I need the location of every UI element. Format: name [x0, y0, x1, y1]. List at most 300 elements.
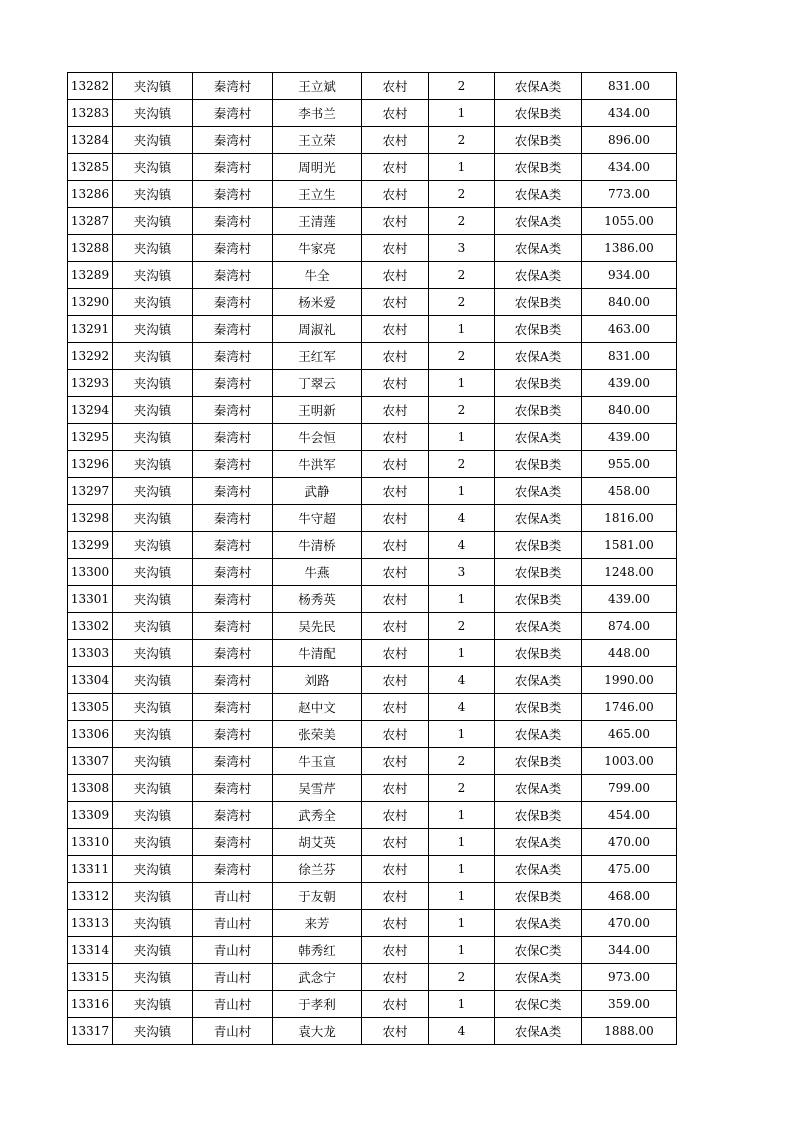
village-cell: 青山村	[193, 937, 273, 964]
member-count-cell: 2	[429, 208, 495, 235]
table-row	[68, 937, 677, 964]
town-cell: 夹沟镇	[113, 532, 193, 559]
village-cell: 秦湾村	[193, 505, 273, 532]
household-type-cell: 农村	[362, 289, 429, 316]
amount-cell: 439.00	[582, 586, 677, 613]
name-cell: 王立荣	[273, 127, 362, 154]
category-cell: 农保B类	[495, 370, 582, 397]
town-cell: 夹沟镇	[113, 748, 193, 775]
amount-cell: 831.00	[582, 73, 677, 100]
table-row	[68, 343, 677, 370]
village-cell: 秦湾村	[193, 73, 273, 100]
serial-number-cell: 13291	[68, 316, 113, 343]
member-count-cell: 1	[429, 937, 495, 964]
name-cell: 牛清桥	[273, 532, 362, 559]
town-cell: 夹沟镇	[113, 559, 193, 586]
village-cell: 秦湾村	[193, 559, 273, 586]
household-type-cell: 农村	[362, 640, 429, 667]
town-cell: 夹沟镇	[113, 289, 193, 316]
category-cell: 农保A类	[495, 73, 582, 100]
serial-number-cell: 13306	[68, 721, 113, 748]
category-cell: 农保B类	[495, 451, 582, 478]
category-cell: 农保B类	[495, 748, 582, 775]
member-count-cell: 2	[429, 127, 495, 154]
roster-body	[68, 73, 677, 1045]
serial-number-cell: 13301	[68, 586, 113, 613]
serial-number-cell: 13283	[68, 100, 113, 127]
household-type-cell: 农村	[362, 343, 429, 370]
village-cell: 秦湾村	[193, 667, 273, 694]
serial-number-cell: 13298	[68, 505, 113, 532]
amount-cell: 465.00	[582, 721, 677, 748]
town-cell: 夹沟镇	[113, 667, 193, 694]
serial-number-cell: 13287	[68, 208, 113, 235]
name-cell: 赵中文	[273, 694, 362, 721]
member-count-cell: 2	[429, 262, 495, 289]
table-row	[68, 694, 677, 721]
name-cell: 徐兰芬	[273, 856, 362, 883]
serial-number-cell: 13316	[68, 991, 113, 1018]
table-row	[68, 208, 677, 235]
town-cell: 夹沟镇	[113, 262, 193, 289]
amount-cell: 831.00	[582, 343, 677, 370]
town-cell: 夹沟镇	[113, 991, 193, 1018]
category-cell: 农保A类	[495, 775, 582, 802]
village-cell: 秦湾村	[193, 640, 273, 667]
category-cell: 农保B类	[495, 316, 582, 343]
household-type-cell: 农村	[362, 1018, 429, 1045]
name-cell: 吴雪芹	[273, 775, 362, 802]
household-type-cell: 农村	[362, 397, 429, 424]
serial-number-cell: 13311	[68, 856, 113, 883]
category-cell: 农保B类	[495, 397, 582, 424]
member-count-cell: 1	[429, 586, 495, 613]
table-row	[68, 424, 677, 451]
amount-cell: 1003.00	[582, 748, 677, 775]
village-cell: 秦湾村	[193, 586, 273, 613]
category-cell: 农保B类	[495, 154, 582, 181]
town-cell: 夹沟镇	[113, 829, 193, 856]
name-cell: 牛清配	[273, 640, 362, 667]
serial-number-cell: 13302	[68, 613, 113, 640]
table-row	[68, 910, 677, 937]
name-cell: 王立斌	[273, 73, 362, 100]
serial-number-cell: 13317	[68, 1018, 113, 1045]
village-cell: 秦湾村	[193, 289, 273, 316]
category-cell: 农保A类	[495, 856, 582, 883]
serial-number-cell: 13285	[68, 154, 113, 181]
category-cell: 农保A类	[495, 667, 582, 694]
name-cell: 王明新	[273, 397, 362, 424]
village-cell: 青山村	[193, 1018, 273, 1045]
town-cell: 夹沟镇	[113, 1018, 193, 1045]
village-cell: 秦湾村	[193, 100, 273, 127]
serial-number-cell: 13282	[68, 73, 113, 100]
serial-number-cell: 13286	[68, 181, 113, 208]
category-cell: 农保B类	[495, 883, 582, 910]
household-type-cell: 农村	[362, 721, 429, 748]
amount-cell: 799.00	[582, 775, 677, 802]
household-type-cell: 农村	[362, 181, 429, 208]
village-cell: 秦湾村	[193, 208, 273, 235]
amount-cell: 973.00	[582, 964, 677, 991]
town-cell: 夹沟镇	[113, 964, 193, 991]
table-row	[68, 856, 677, 883]
household-type-cell: 农村	[362, 910, 429, 937]
amount-cell: 468.00	[582, 883, 677, 910]
member-count-cell: 1	[429, 829, 495, 856]
town-cell: 夹沟镇	[113, 127, 193, 154]
name-cell: 来芳	[273, 910, 362, 937]
table-row	[68, 397, 677, 424]
amount-cell: 359.00	[582, 991, 677, 1018]
household-type-cell: 农村	[362, 262, 429, 289]
table-row	[68, 802, 677, 829]
category-cell: 农保B类	[495, 289, 582, 316]
household-type-cell: 农村	[362, 424, 429, 451]
name-cell: 杨米爱	[273, 289, 362, 316]
category-cell: 农保A类	[495, 1018, 582, 1045]
serial-number-cell: 13297	[68, 478, 113, 505]
household-type-cell: 农村	[362, 748, 429, 775]
member-count-cell: 1	[429, 370, 495, 397]
member-count-cell: 1	[429, 100, 495, 127]
name-cell: 刘路	[273, 667, 362, 694]
table-row	[68, 316, 677, 343]
amount-cell: 874.00	[582, 613, 677, 640]
member-count-cell: 3	[429, 559, 495, 586]
name-cell: 武静	[273, 478, 362, 505]
household-type-cell: 农村	[362, 667, 429, 694]
town-cell: 夹沟镇	[113, 883, 193, 910]
member-count-cell: 2	[429, 343, 495, 370]
household-type-cell: 农村	[362, 991, 429, 1018]
member-count-cell: 4	[429, 694, 495, 721]
amount-cell: 1248.00	[582, 559, 677, 586]
table-row	[68, 127, 677, 154]
table-row	[68, 613, 677, 640]
member-count-cell: 4	[429, 532, 495, 559]
serial-number-cell: 13289	[68, 262, 113, 289]
serial-number-cell: 13310	[68, 829, 113, 856]
town-cell: 夹沟镇	[113, 775, 193, 802]
town-cell: 夹沟镇	[113, 937, 193, 964]
amount-cell: 470.00	[582, 910, 677, 937]
town-cell: 夹沟镇	[113, 586, 193, 613]
member-count-cell: 1	[429, 802, 495, 829]
roster-table	[67, 72, 677, 1045]
table-row	[68, 586, 677, 613]
name-cell: 牛燕	[273, 559, 362, 586]
amount-cell: 1990.00	[582, 667, 677, 694]
town-cell: 夹沟镇	[113, 316, 193, 343]
household-type-cell: 农村	[362, 532, 429, 559]
amount-cell: 1055.00	[582, 208, 677, 235]
household-type-cell: 农村	[362, 73, 429, 100]
category-cell: 农保A类	[495, 505, 582, 532]
household-type-cell: 农村	[362, 586, 429, 613]
member-count-cell: 1	[429, 856, 495, 883]
town-cell: 夹沟镇	[113, 73, 193, 100]
town-cell: 夹沟镇	[113, 208, 193, 235]
name-cell: 于孝利	[273, 991, 362, 1018]
table-row	[68, 1018, 677, 1045]
amount-cell: 454.00	[582, 802, 677, 829]
village-cell: 秦湾村	[193, 775, 273, 802]
household-type-cell: 农村	[362, 883, 429, 910]
household-type-cell: 农村	[362, 829, 429, 856]
amount-cell: 439.00	[582, 424, 677, 451]
amount-cell: 448.00	[582, 640, 677, 667]
name-cell: 袁大龙	[273, 1018, 362, 1045]
table-row	[68, 559, 677, 586]
table-row	[68, 289, 677, 316]
town-cell: 夹沟镇	[113, 181, 193, 208]
amount-cell: 840.00	[582, 289, 677, 316]
village-cell: 秦湾村	[193, 856, 273, 883]
town-cell: 夹沟镇	[113, 451, 193, 478]
table-row	[68, 154, 677, 181]
household-type-cell: 农村	[362, 100, 429, 127]
village-cell: 秦湾村	[193, 181, 273, 208]
household-type-cell: 农村	[362, 505, 429, 532]
table-row	[68, 748, 677, 775]
village-cell: 秦湾村	[193, 721, 273, 748]
amount-cell: 463.00	[582, 316, 677, 343]
serial-number-cell: 13294	[68, 397, 113, 424]
member-count-cell: 2	[429, 397, 495, 424]
village-cell: 秦湾村	[193, 694, 273, 721]
name-cell: 胡艾英	[273, 829, 362, 856]
village-cell: 青山村	[193, 883, 273, 910]
village-cell: 秦湾村	[193, 613, 273, 640]
town-cell: 夹沟镇	[113, 802, 193, 829]
table-row	[68, 478, 677, 505]
name-cell: 周淑礼	[273, 316, 362, 343]
village-cell: 秦湾村	[193, 370, 273, 397]
table-row	[68, 640, 677, 667]
member-count-cell: 1	[429, 883, 495, 910]
town-cell: 夹沟镇	[113, 721, 193, 748]
member-count-cell: 2	[429, 451, 495, 478]
category-cell: 农保A类	[495, 829, 582, 856]
name-cell: 周明光	[273, 154, 362, 181]
name-cell: 武念宁	[273, 964, 362, 991]
serial-number-cell: 13315	[68, 964, 113, 991]
table-row	[68, 100, 677, 127]
member-count-cell: 1	[429, 721, 495, 748]
serial-number-cell: 13296	[68, 451, 113, 478]
member-count-cell: 1	[429, 991, 495, 1018]
serial-number-cell: 13295	[68, 424, 113, 451]
village-cell: 青山村	[193, 991, 273, 1018]
household-type-cell: 农村	[362, 154, 429, 181]
category-cell: 农保A类	[495, 424, 582, 451]
name-cell: 张荣美	[273, 721, 362, 748]
member-count-cell: 1	[429, 478, 495, 505]
member-count-cell: 4	[429, 667, 495, 694]
member-count-cell: 2	[429, 964, 495, 991]
household-type-cell: 农村	[362, 856, 429, 883]
serial-number-cell: 13299	[68, 532, 113, 559]
table-row	[68, 964, 677, 991]
serial-number-cell: 13312	[68, 883, 113, 910]
category-cell: 农保B类	[495, 640, 582, 667]
table-row	[68, 667, 677, 694]
town-cell: 夹沟镇	[113, 154, 193, 181]
household-type-cell: 农村	[362, 451, 429, 478]
village-cell: 青山村	[193, 910, 273, 937]
town-cell: 夹沟镇	[113, 910, 193, 937]
table-row	[68, 73, 677, 100]
category-cell: 农保B类	[495, 100, 582, 127]
serial-number-cell: 13308	[68, 775, 113, 802]
member-count-cell: 4	[429, 1018, 495, 1045]
amount-cell: 1746.00	[582, 694, 677, 721]
household-type-cell: 农村	[362, 559, 429, 586]
town-cell: 夹沟镇	[113, 856, 193, 883]
member-count-cell: 2	[429, 289, 495, 316]
table-row	[68, 991, 677, 1018]
village-cell: 秦湾村	[193, 235, 273, 262]
town-cell: 夹沟镇	[113, 478, 193, 505]
village-cell: 青山村	[193, 964, 273, 991]
member-count-cell: 3	[429, 235, 495, 262]
town-cell: 夹沟镇	[113, 613, 193, 640]
household-type-cell: 农村	[362, 775, 429, 802]
household-type-cell: 农村	[362, 235, 429, 262]
town-cell: 夹沟镇	[113, 694, 193, 721]
household-type-cell: 农村	[362, 937, 429, 964]
village-cell: 秦湾村	[193, 748, 273, 775]
name-cell: 牛全	[273, 262, 362, 289]
village-cell: 秦湾村	[193, 343, 273, 370]
village-cell: 秦湾村	[193, 451, 273, 478]
household-type-cell: 农村	[362, 478, 429, 505]
category-cell: 农保B类	[495, 694, 582, 721]
category-cell: 农保B类	[495, 559, 582, 586]
household-type-cell: 农村	[362, 694, 429, 721]
amount-cell: 955.00	[582, 451, 677, 478]
serial-number-cell: 13292	[68, 343, 113, 370]
serial-number-cell: 13313	[68, 910, 113, 937]
amount-cell: 439.00	[582, 370, 677, 397]
town-cell: 夹沟镇	[113, 343, 193, 370]
serial-number-cell: 13303	[68, 640, 113, 667]
serial-number-cell: 13314	[68, 937, 113, 964]
category-cell: 农保A类	[495, 721, 582, 748]
serial-number-cell: 13293	[68, 370, 113, 397]
village-cell: 秦湾村	[193, 262, 273, 289]
amount-cell: 344.00	[582, 937, 677, 964]
village-cell: 秦湾村	[193, 478, 273, 505]
town-cell: 夹沟镇	[113, 235, 193, 262]
serial-number-cell: 13307	[68, 748, 113, 775]
table-row	[68, 370, 677, 397]
category-cell: 农保A类	[495, 181, 582, 208]
table-row	[68, 451, 677, 478]
category-cell: 农保B类	[495, 532, 582, 559]
amount-cell: 1816.00	[582, 505, 677, 532]
serial-number-cell: 13304	[68, 667, 113, 694]
amount-cell: 458.00	[582, 478, 677, 505]
category-cell: 农保B类	[495, 127, 582, 154]
name-cell: 牛家亮	[273, 235, 362, 262]
town-cell: 夹沟镇	[113, 370, 193, 397]
member-count-cell: 1	[429, 424, 495, 451]
name-cell: 吴先民	[273, 613, 362, 640]
name-cell: 牛守超	[273, 505, 362, 532]
amount-cell: 470.00	[582, 829, 677, 856]
village-cell: 秦湾村	[193, 829, 273, 856]
serial-number-cell: 13288	[68, 235, 113, 262]
name-cell: 王红军	[273, 343, 362, 370]
serial-number-cell: 13309	[68, 802, 113, 829]
name-cell: 王立生	[273, 181, 362, 208]
table-row	[68, 181, 677, 208]
town-cell: 夹沟镇	[113, 505, 193, 532]
member-count-cell: 1	[429, 316, 495, 343]
category-cell: 农保C类	[495, 991, 582, 1018]
table-row	[68, 505, 677, 532]
category-cell: 农保A类	[495, 343, 582, 370]
amount-cell: 1386.00	[582, 235, 677, 262]
household-type-cell: 农村	[362, 208, 429, 235]
category-cell: 农保A类	[495, 208, 582, 235]
member-count-cell: 2	[429, 775, 495, 802]
town-cell: 夹沟镇	[113, 424, 193, 451]
member-count-cell: 2	[429, 181, 495, 208]
member-count-cell: 1	[429, 640, 495, 667]
amount-cell: 840.00	[582, 397, 677, 424]
name-cell: 武秀全	[273, 802, 362, 829]
serial-number-cell: 13290	[68, 289, 113, 316]
name-cell: 丁翠云	[273, 370, 362, 397]
table-row	[68, 775, 677, 802]
name-cell: 韩秀红	[273, 937, 362, 964]
household-type-cell: 农村	[362, 964, 429, 991]
serial-number-cell: 13305	[68, 694, 113, 721]
amount-cell: 773.00	[582, 181, 677, 208]
member-count-cell: 1	[429, 910, 495, 937]
table-row	[68, 883, 677, 910]
name-cell: 王清莲	[273, 208, 362, 235]
member-count-cell: 2	[429, 613, 495, 640]
village-cell: 秦湾村	[193, 802, 273, 829]
category-cell: 农保A类	[495, 964, 582, 991]
category-cell: 农保A类	[495, 478, 582, 505]
household-type-cell: 农村	[362, 802, 429, 829]
member-count-cell: 4	[429, 505, 495, 532]
category-cell: 农保C类	[495, 937, 582, 964]
household-type-cell: 农村	[362, 316, 429, 343]
member-count-cell: 2	[429, 73, 495, 100]
town-cell: 夹沟镇	[113, 640, 193, 667]
household-type-cell: 农村	[362, 127, 429, 154]
name-cell: 牛洪军	[273, 451, 362, 478]
town-cell: 夹沟镇	[113, 100, 193, 127]
name-cell: 杨秀英	[273, 586, 362, 613]
category-cell: 农保A类	[495, 910, 582, 937]
household-type-cell: 农村	[362, 613, 429, 640]
amount-cell: 934.00	[582, 262, 677, 289]
amount-cell: 434.00	[582, 154, 677, 181]
amount-cell: 434.00	[582, 100, 677, 127]
serial-number-cell: 13284	[68, 127, 113, 154]
member-count-cell: 2	[429, 748, 495, 775]
table-row	[68, 532, 677, 559]
category-cell: 农保A类	[495, 613, 582, 640]
